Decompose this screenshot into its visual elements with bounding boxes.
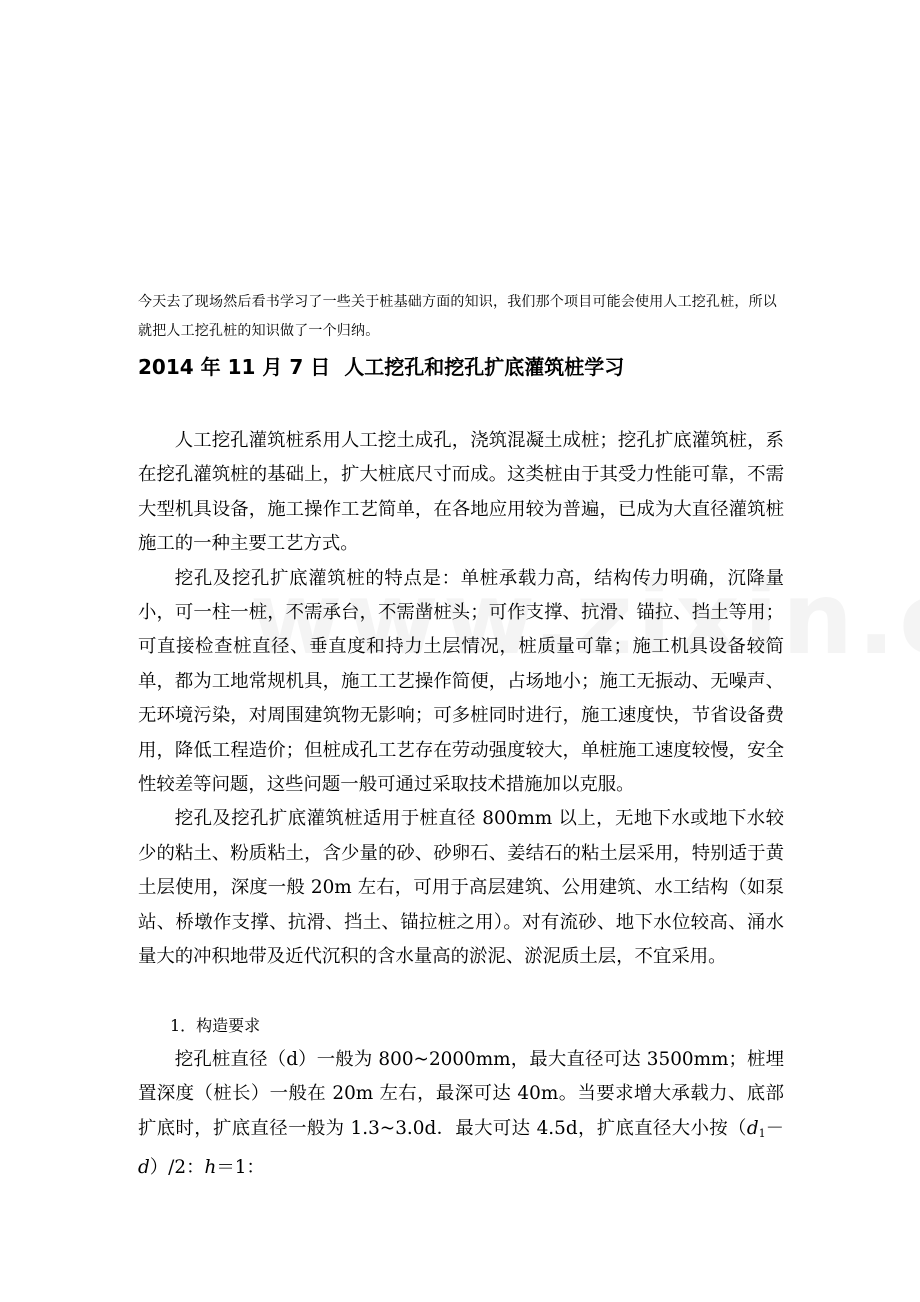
paragraph-spacer bbox=[138, 975, 784, 1009]
paragraph-applicability: 挖孔及挖孔扩底灌筑桩适用于桩直径 800mm 以上，无地下水或地下水较少的粘土、粉质粘土，含少量的砂、砂卵石、姜结石的粘土层采用，特别适于黄土层使用，深度一般 20m 左右，可用于高层建筑、公用建筑、水工结构（如泵站、桥墩作支撑、抗滑、挡土、锚拉桩之用）。对有流砂、地下水位较高、涌水量大的冲积地带及近代沉积的含水量高的淤泥、淤泥质土层，不宜采用。 bbox=[138, 808, 784, 968]
requirements-text: 挖孔桩直径（d）一般为 800~2000mm，最大直径可达 3500mm；桩埋置深度（桩长）一般在 20m 左右，最深可达 40m。当要求增大承载力、底部扩底时，扩底直径一般为 1.3~3.0d．最大可达 4.5d，扩底直径大小按（ bbox=[138, 1048, 784, 1139]
paragraph-features: 挖孔及挖孔扩底灌筑桩的特点是：单桩承载力高，结构传力明确，沉降量小，可一柱一桩，不需承台，不需凿桩头；可作支撑、抗滑、锚拉、挡土等用；可直接检查桩直径、垂直度和持力土层情况，桩质量可靠；施工机具设备较简单，都为工地常规机具，施工工艺操作简便，占场地小；施工无振动、无噪声、无环境污染，对周围建筑物无影响；可多桩同时进行，施工速度快，节省设备费用，降低工程造价；但桩成孔工艺存在劳动强度较大，单桩施工速度较慢，安全性较差等问题，这些问题一般可通过采取技术措施加以克服。 bbox=[138, 567, 784, 796]
formula-d1: $d_1$ bbox=[746, 1117, 766, 1140]
paragraph-definition: 人工挖孔灌筑桩系用人工挖土成孔，浇筑混凝土成桩；挖孔扩底灌筑桩，系在挖孔灌筑桩的基础上，扩大桩底尺寸而成。这类桩由于其受力性能可靠，不需大型机具设备，施工操作工艺简单，在各地应用较为普遍，已成为大直径灌筑桩施工的一种主要工艺方式。 bbox=[138, 430, 784, 555]
document-body bbox=[138, 424, 784, 1186]
heading-title: 人工挖孔和挖孔扩底灌筑桩学习 bbox=[344, 355, 625, 379]
heading-date: 2014 年 11 月 7 日 bbox=[138, 355, 331, 379]
formula-minus: － bbox=[765, 1117, 784, 1139]
formula-mid: ）/2： bbox=[149, 1157, 205, 1179]
paragraph-construction-requirements bbox=[138, 1043, 784, 1186]
section-title: 1．构造要求 bbox=[170, 1015, 261, 1035]
intro-text: 今天去了现场然后看书学习了一些关于桩基础方面的知识，我们那个项目可能会使用人工挖孔桩，所以就把人工挖孔桩的知识做了一个归纳。 bbox=[138, 294, 777, 339]
formula-end: ＝1： bbox=[216, 1157, 265, 1179]
document-heading bbox=[138, 350, 788, 384]
formula-h: h bbox=[204, 1157, 217, 1179]
formula-d: d bbox=[138, 1157, 150, 1179]
